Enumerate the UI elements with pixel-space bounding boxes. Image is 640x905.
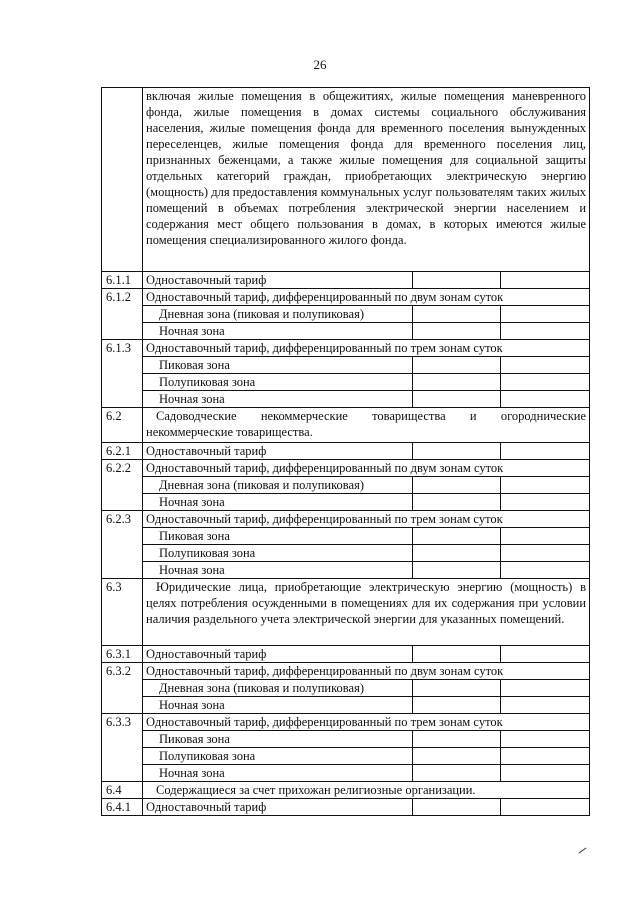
row-number: 6.1.2 [102, 289, 143, 340]
zone-label: Дневная зона (пиковая и полупиковая) [143, 477, 413, 494]
table-row [102, 731, 590, 748]
zone-label: Ночная зона [143, 562, 413, 579]
value-cell [413, 799, 501, 816]
row-label: Одноставочный тариф [143, 646, 413, 663]
row-number: 6.3.2 [102, 663, 143, 714]
value-cell [501, 680, 590, 697]
value-cell [413, 528, 501, 545]
value-cell [501, 562, 590, 579]
value-cell [413, 562, 501, 579]
value-cell [501, 323, 590, 340]
value-cell [501, 765, 590, 782]
row-label: Одноставочный тариф, дифференцированный по трем зонам суток [143, 340, 590, 357]
value-cell [413, 748, 501, 765]
table-row [102, 272, 590, 289]
table-row [102, 697, 590, 714]
row-label: Одноставочный тариф, дифференцированный по двум зонам суток [143, 663, 590, 680]
row-number: 6.4 [102, 782, 143, 799]
table-row [102, 323, 590, 340]
table-row [102, 340, 590, 357]
zone-label: Дневная зона (пиковая и полупиковая) [143, 306, 413, 323]
value-cell [413, 443, 501, 460]
table-row [102, 408, 590, 443]
table-row [102, 511, 590, 528]
row-label: Одноставочный тариф, дифференцированный по трем зонам суток [143, 714, 590, 731]
row-number: 6.1.3 [102, 340, 143, 408]
value-cell [413, 680, 501, 697]
table-row [102, 579, 590, 646]
value-cell [501, 443, 590, 460]
row-label: Одноставочный тариф [143, 272, 413, 289]
value-cell [501, 374, 590, 391]
zone-label: Ночная зона [143, 697, 413, 714]
category-text: Юридические лица, приобретающие электрическую энергию (мощность) в целях потребления осужденными в помещениях для их содержания при условии наличия раздельного учета электрической энергии для указанных помещений. [143, 579, 590, 646]
table-row [102, 306, 590, 323]
row-label: Одноставочный тариф, дифференцированный по трем зонам суток [143, 511, 590, 528]
value-cell [501, 528, 590, 545]
row-number: 6.2.3 [102, 511, 143, 579]
table-row [102, 88, 590, 272]
table-row [102, 799, 590, 816]
zone-label: Полупиковая зона [143, 374, 413, 391]
value-cell [501, 306, 590, 323]
value-cell [413, 545, 501, 562]
table-row [102, 765, 590, 782]
table-row [102, 680, 590, 697]
value-cell [501, 731, 590, 748]
value-cell [501, 272, 590, 289]
row-number: 6.2.1 [102, 443, 143, 460]
row-number [102, 88, 143, 272]
table-row [102, 528, 590, 545]
value-cell [413, 646, 501, 663]
row-number: 6.3 [102, 579, 143, 646]
table-row [102, 562, 590, 579]
scan-mark [579, 848, 587, 854]
table-row [102, 494, 590, 511]
zone-label: Дневная зона (пиковая и полупиковая) [143, 680, 413, 697]
value-cell [501, 799, 590, 816]
value-cell [413, 357, 501, 374]
zone-label: Полупиковая зона [143, 748, 413, 765]
value-cell [501, 357, 590, 374]
value-cell [413, 477, 501, 494]
value-cell [501, 646, 590, 663]
row-number: 6.3.1 [102, 646, 143, 663]
row-label: Одноставочный тариф, дифференцированный по двум зонам суток [143, 289, 590, 306]
table-row [102, 748, 590, 765]
zone-label: Полупиковая зона [143, 545, 413, 562]
value-cell [413, 765, 501, 782]
row-label: Одноставочный тариф [143, 799, 413, 816]
table-row [102, 477, 590, 494]
zone-label: Пиковая зона [143, 357, 413, 374]
table-row [102, 460, 590, 477]
table-row [102, 374, 590, 391]
zone-label: Пиковая зона [143, 528, 413, 545]
table-row [102, 663, 590, 680]
value-cell [413, 697, 501, 714]
value-cell [413, 494, 501, 511]
value-cell [413, 374, 501, 391]
table-row [102, 289, 590, 306]
zone-label: Ночная зона [143, 765, 413, 782]
tariff-table [101, 87, 590, 816]
intro-text: включая жилые помещения в общежитиях, жилые помещения маневренного фонда, жилые помещения в домах системы социального обслуживания населения, жилые помещения фонда для временного поселения вынужденных переселенцев, жилые помещения фонда для временного поселения лиц, признанных беженцами, а также жилые помещения для социальной защиты отдельных категорий граждан, приобретающих электрическую энергию (мощность) для предоставления коммунальных услуг пользователям таких жилых помещений в объемах потребления электрической энергии населением и содержания мест общего пользования в домах, в которых имеются жилые помещения специализированного жилого фонда. [143, 88, 590, 272]
value-cell [413, 391, 501, 408]
table-row [102, 357, 590, 374]
table-row [102, 782, 590, 799]
table-row [102, 545, 590, 562]
category-text: Садоводческие некоммерческие товарищества и огороднические некоммерческие товарищества. [143, 408, 590, 443]
value-cell [501, 748, 590, 765]
zone-label: Ночная зона [143, 494, 413, 511]
value-cell [501, 545, 590, 562]
value-cell [413, 731, 501, 748]
value-cell [501, 494, 590, 511]
value-cell [413, 272, 501, 289]
page-number: 26 [313, 57, 327, 72]
table-row [102, 646, 590, 663]
table-row [102, 714, 590, 731]
value-cell [413, 306, 501, 323]
row-number: 6.4.1 [102, 799, 143, 816]
zone-label: Ночная зона [143, 391, 413, 408]
row-label: Одноставочный тариф [143, 443, 413, 460]
table-row [102, 391, 590, 408]
value-cell [501, 391, 590, 408]
row-number: 6.3.3 [102, 714, 143, 782]
row-label: Одноставочный тариф, дифференцированный по двум зонам суток [143, 460, 590, 477]
table-row [102, 443, 590, 460]
value-cell [413, 323, 501, 340]
row-number: 6.2.2 [102, 460, 143, 511]
category-text: Содержащиеся за счет прихожан религиозные организации. [143, 782, 590, 799]
value-cell [501, 477, 590, 494]
row-number: 6.1.1 [102, 272, 143, 289]
row-number: 6.2 [102, 408, 143, 443]
zone-label: Ночная зона [143, 323, 413, 340]
zone-label: Пиковая зона [143, 731, 413, 748]
value-cell [501, 697, 590, 714]
